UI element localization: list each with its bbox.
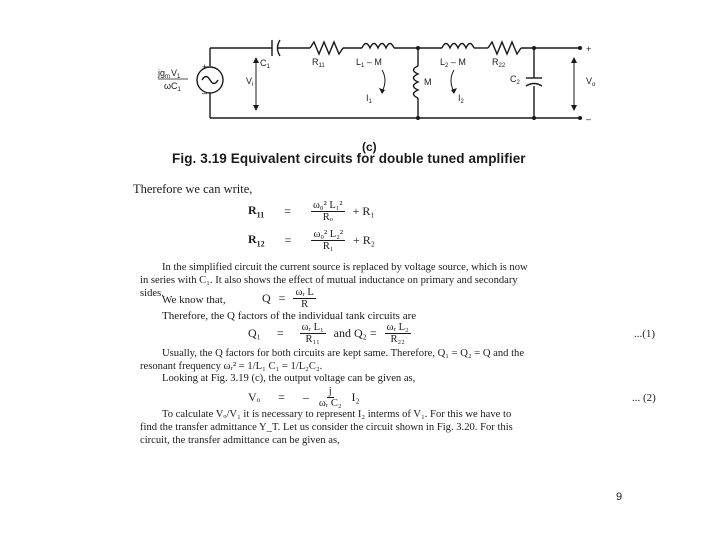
source-plus: + [202, 62, 208, 72]
r11-label: R [312, 57, 319, 67]
svg-text:jgmV1: $jg_mV_1$ [158, 68, 181, 80]
mutual-label: M [424, 77, 432, 87]
paragraph-2-line2: resonant frequency ωᵣ² = 1/L₁ C₁ = 1/L₂C₂. [140, 361, 323, 372]
vo-label: V [586, 76, 593, 86]
equation-number-1: ...(1) [634, 328, 656, 340]
paragraph-1-line3: sides. [140, 288, 164, 299]
svg-text:I2: $I_2$ [458, 93, 464, 105]
paragraph-2-line3: Looking at Fig. 3.19 (c), the output voltage can be given as, [162, 373, 416, 384]
know-text: We know that, [162, 294, 226, 306]
svg-text:I1: $I_1$ [366, 93, 372, 105]
source-denominator: ωC [164, 81, 178, 91]
q1-q2-equation: Q₁ = $\frac{\text{ωᵣ L₁}}{\text{R₁₁}}$ and Q₂ = $\frac{\text{ωᵣ L₂}}{\text{R₂₂}}$ [248, 322, 409, 345]
equation-number-2: ... (2) [632, 392, 656, 404]
r12-equation: $R_{12}$ = $\frac{\text{ω₀² L₂²}}{\text{R₁}}$ + R₂ [248, 229, 375, 252]
svg-text:L1 – M: $L_1$ – M [356, 57, 382, 69]
source-minus: – [202, 88, 208, 98]
paragraph-3-line3: circuit, the transfer admittance can be given as, [140, 435, 340, 446]
r22-label: R [492, 57, 499, 67]
page-number: 9 [616, 491, 623, 503]
l1m-label: L [356, 57, 362, 67]
svg-text:R22: $R_{22}$ [492, 57, 506, 69]
svg-text:ωC1: $\omega C_1$ [164, 81, 181, 93]
q-equation: Q = $\frac{\text{ωᵣ L}}{R}$ [262, 287, 314, 310]
vo-plus: + [586, 44, 592, 54]
figure-caption: Fig. 3.19 Equivalent circuits for double tuned amplifier [172, 151, 526, 166]
vo-minus: – [586, 114, 592, 124]
i1-label: I [366, 93, 369, 103]
l2m-label: L [440, 57, 446, 67]
svg-text:R11: $R_{11}$ [312, 57, 325, 69]
paragraph-1: In the simplified circuit the current source is replaced by voltage source, which is now [162, 262, 528, 273]
svg-text:Vi: $V_i$ [246, 76, 254, 88]
r11-equation: $R_{11}$ = $\frac{\text{ω₀² L₁²}}{\text{Rₒ}}$ + R₁ [248, 200, 375, 223]
paragraph-3: To calculate Vₒ/V₁ it is necessary to represent I₂ interms of V₁. For this we have to [162, 409, 512, 420]
paragraph-1-line2: in series with C₁. It also shows the effect of mutual inductance on primary and secondary [140, 275, 518, 286]
lead-text: Therefore we can write, [133, 182, 253, 196]
paragraph-3-line2: find the transfer admittance Y_T. Let us consider the circuit shown in Fig. 3.20. For this [140, 422, 513, 433]
paragraph-2: Usually, the Q factors for both circuits are kept same. Therefore, Q₁ = Q₂ = Q and the [162, 348, 525, 359]
svg-text:C1: $C_1$ [260, 58, 270, 70]
figure-subcaption: (c) [362, 140, 377, 154]
qfactors-text: Therefore, the Q factors of the individual tank circuits are [162, 310, 417, 322]
equivalent-circuit-diagram [150, 30, 610, 140]
c2-label: C [510, 74, 517, 84]
vo-equation: Vₒ = – $\frac{j}{\text{ωᵣ C₂}}$ I₂ [248, 386, 360, 409]
svg-text:C2: $C_2$ [510, 74, 520, 86]
i2-label: I [458, 93, 461, 103]
source-label: jg [158, 68, 166, 78]
svg-text:L2 – M: $L_2$ – M [440, 57, 466, 69]
vi-label: V [246, 76, 253, 86]
svg-text:Vo: $V_o$ [586, 76, 596, 88]
c1-label: C [260, 58, 267, 68]
